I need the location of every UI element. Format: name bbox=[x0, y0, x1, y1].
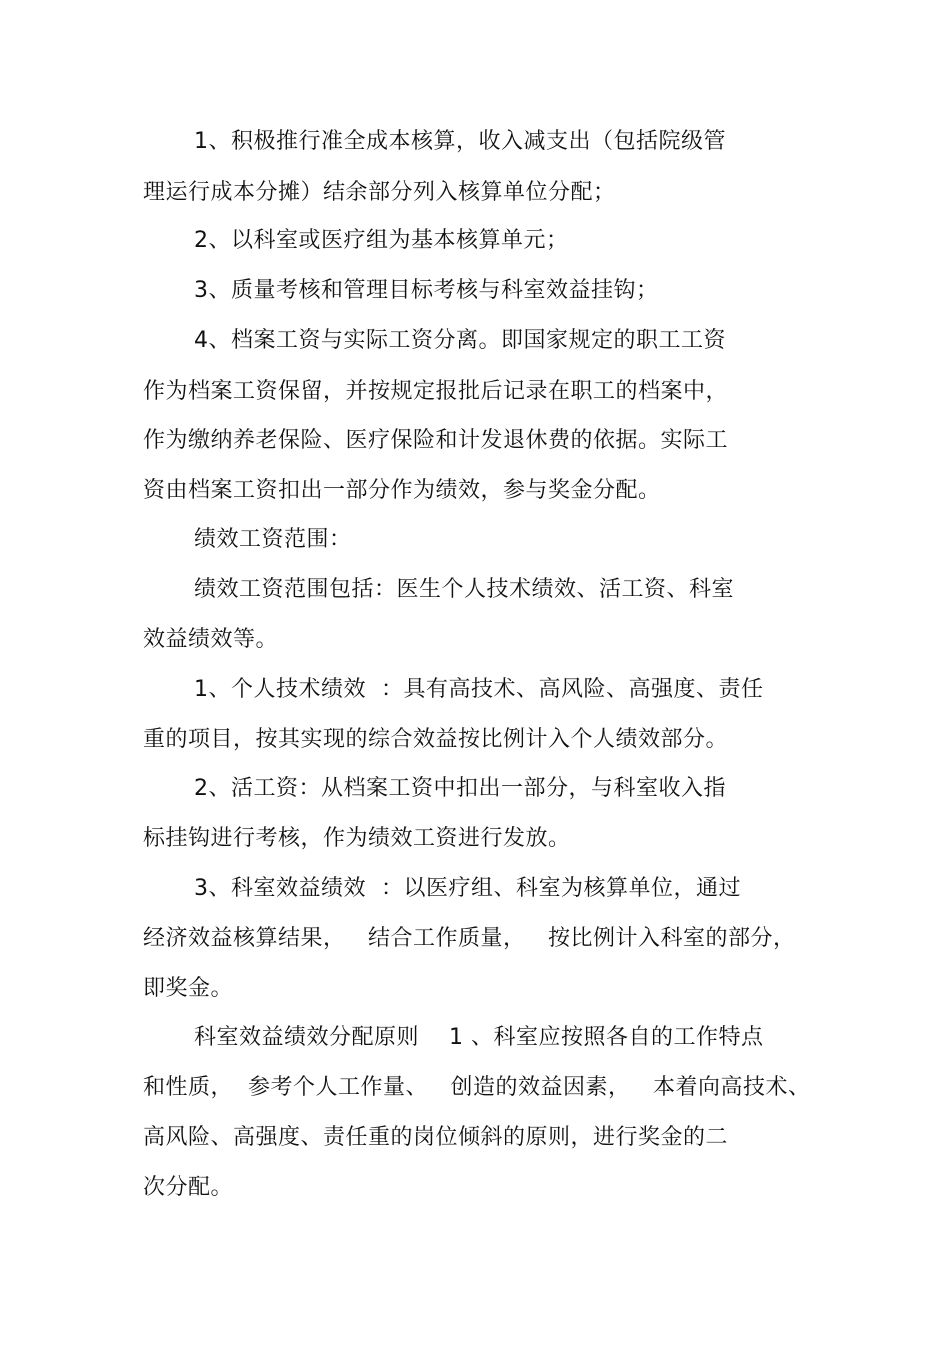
paragraph-line: 绩效工资范围包括：医生个人技术绩效、活工资、科室 bbox=[194, 577, 735, 602]
section-heading: 绩效工资范围： bbox=[194, 527, 352, 552]
paragraph-line: 重的项目，按其实现的综合效益按比例计入个人绩效部分。 bbox=[143, 727, 729, 752]
paragraph-line: 1、积极推行准全成本核算，收入减支出（包括院级管 bbox=[194, 129, 726, 154]
paragraph-line: 和性质， 参考个人工作量、 创造的效益因素， 本着向高技术、 bbox=[143, 1075, 811, 1100]
paragraph-line: 即奖金。 bbox=[143, 976, 234, 1001]
paragraph-line: 4、档案工资与实际工资分离。即国家规定的职工工资 bbox=[194, 328, 726, 353]
paragraph-line: 标挂钩进行考核，作为绩效工资进行发放。 bbox=[143, 826, 571, 851]
paragraph-line: 经济效益核算结果， 结合工作质量， 按比例计入科室的部分， bbox=[143, 926, 796, 951]
paragraph-line: 次分配。 bbox=[143, 1175, 234, 1200]
paragraph-line: 作为缴纳养老保险、医疗保险和计发退休费的依据。实际工 bbox=[143, 428, 729, 453]
paragraph-line: 效益绩效等。 bbox=[143, 627, 279, 652]
paragraph-line: 资由档案工资扣出一部分作为绩效，参与奖金分配。 bbox=[143, 478, 661, 503]
paragraph-line: 高风险、高强度、责任重的岗位倾斜的原则，进行奖金的二 bbox=[143, 1125, 729, 1150]
paragraph-line: 3、质量考核和管理目标考核与科室效益挂钩； bbox=[194, 278, 659, 303]
paragraph-line: 1、个人技术绩效 ：具有高技术、高风险、高强度、责任 bbox=[194, 677, 764, 702]
paragraph-line: 2、活工资：从档案工资中扣出一部分，与科室收入指 bbox=[194, 776, 726, 801]
paragraph-line: 2、以科室或医疗组为基本核算单元； bbox=[194, 228, 569, 253]
paragraph-line: 科室效益绩效分配原则 1 、科室应按照各自的工作特点 bbox=[194, 1025, 764, 1050]
paragraph-line: 作为档案工资保留，并按规定报批后记录在职工的档案中， bbox=[143, 379, 729, 404]
paragraph-line: 理运行成本分摊）结余部分列入核算单位分配； bbox=[143, 180, 616, 205]
paragraph-line: 3、科室效益绩效 ：以医疗组、科室为核算单位，通过 bbox=[194, 876, 741, 901]
